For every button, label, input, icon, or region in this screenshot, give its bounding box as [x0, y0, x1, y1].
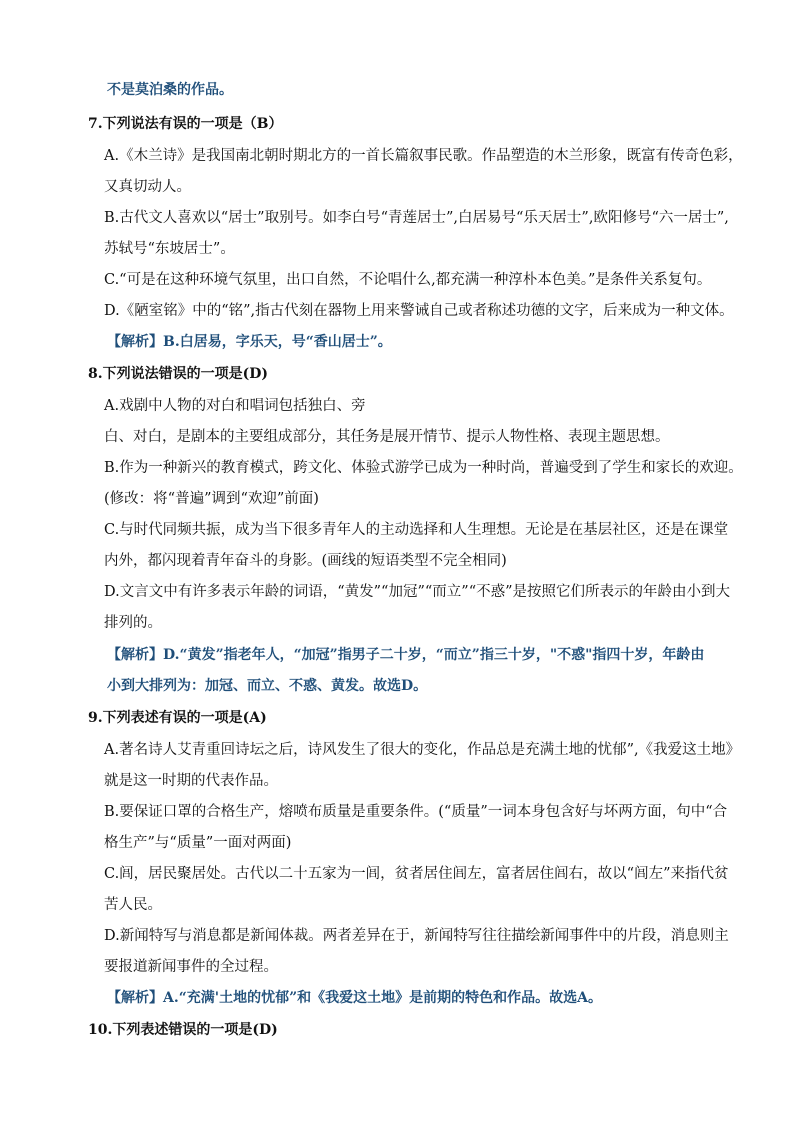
option-line: A.戏剧中人物的对白和唱词包括独白、旁 [104, 398, 366, 414]
answer-analysis-line: 【解析】B.白居易，字乐天，号“香山居士”。 [107, 334, 392, 350]
option-line: A.著名诗人艾青重回诗坛之后，诗风发生了很大的变化，作品总是充满土地的忧郁”,《我爱这土地》 [104, 742, 741, 758]
option-line: C.“可是在这种环境气氛里，出口自然，不论唱什么,都充满一种淳朴本色美。”是条件关系复句。 [104, 272, 712, 288]
option-line: 排列的。 [104, 615, 162, 631]
option-line: 格生产”与“质量”一面对两面) [104, 835, 292, 851]
question-heading: 8.下列说法错误的一项是(D) [88, 366, 269, 382]
option-line: C.闾，居民聚居处。古代以二十五家为一闾，贫者居住闾左，富者居住闾右，故以“闾左”来指代贫 [104, 866, 729, 882]
option-line: C.与时代同频共振，成为当下很多青年人的主动选择和人生理想。无论是在基层社区，还是在课堂 [104, 522, 729, 538]
option-line: 内外，都闪现着青年奋斗的身影。(画线的短语类型不完全相同) [104, 553, 507, 569]
option-line: D.文言文中有许多表示年龄的词语，“黄发”“加冠”“而立”“不惑”是按照它们所表示的年龄由小到大 [104, 584, 731, 600]
question-heading: 10.下列表述错误的一项是(D) [88, 1022, 278, 1038]
answer-analysis-line: 不是莫泊桑的作品。 [107, 82, 233, 98]
answer-analysis-line: 【解析】D.“黄发”指老年人，“加冠”指男子二十岁，“而立”指三十岁，"不惑"指四十岁，年龄由 [107, 647, 705, 663]
option-line: B.古代文人喜欢以“居士”取别号。如李白号“青莲居士”,白居易号“乐天居士”,欧阳修号“六一居士”, [104, 210, 729, 226]
option-line: D.新闻特写与消息都是新闻体裁。两者差异在于，新闻特写往往描绘新闻事件中的片段，消息则主 [104, 928, 729, 944]
option-line: A.《木兰诗》是我国南北朝时期北方的一首长篇叙事民歌。作品塑造的木兰形象，既富有传奇色彩， [104, 148, 743, 164]
question-heading: 7.下列说法有误的一项是（B） [88, 116, 283, 132]
option-line: 又真切动人。 [104, 179, 191, 195]
option-line: B.作为一种新兴的教育模式，跨文化、体验式游学已成为一种时尚，普遍受到了学生和家长的欢迎。 [104, 460, 743, 476]
option-line: 白、对白，是剧本的主要组成部分，其任务是展开情节、提示人物性格、表现主题思想。 [104, 429, 670, 445]
option-line: B.要保证口罩的合格生产，熔喷布质量是重要条件。(“质量”一词本身包含好与坏两方面，句中“合 [104, 804, 728, 820]
option-line: (修改：将“普遍”调到“欢迎”前面) [104, 491, 319, 507]
option-line: 苦人民。 [104, 897, 162, 913]
option-line: D.《陋室铭》中的“铭”,指古代刻在器物上用来警诫自己或者称述功德的文字，后来成为一种文体。 [104, 303, 734, 319]
option-line: 苏轼号“东坡居士”。 [104, 241, 235, 257]
option-line: 就是这一时期的代表作品。 [104, 773, 278, 789]
answer-analysis-line: 【解析】A.“充满'土地的忧郁”和《我爱这土地》是前期的特色和作品。故选A。 [107, 990, 602, 1006]
answer-analysis-line: 小到大排列为：加冠、而立、不惑、黄发。故选D。 [107, 678, 428, 694]
option-line: 要报道新闻事件的全过程。 [104, 959, 278, 975]
question-heading: 9.下列表述有误的一项是(A) [88, 710, 267, 726]
